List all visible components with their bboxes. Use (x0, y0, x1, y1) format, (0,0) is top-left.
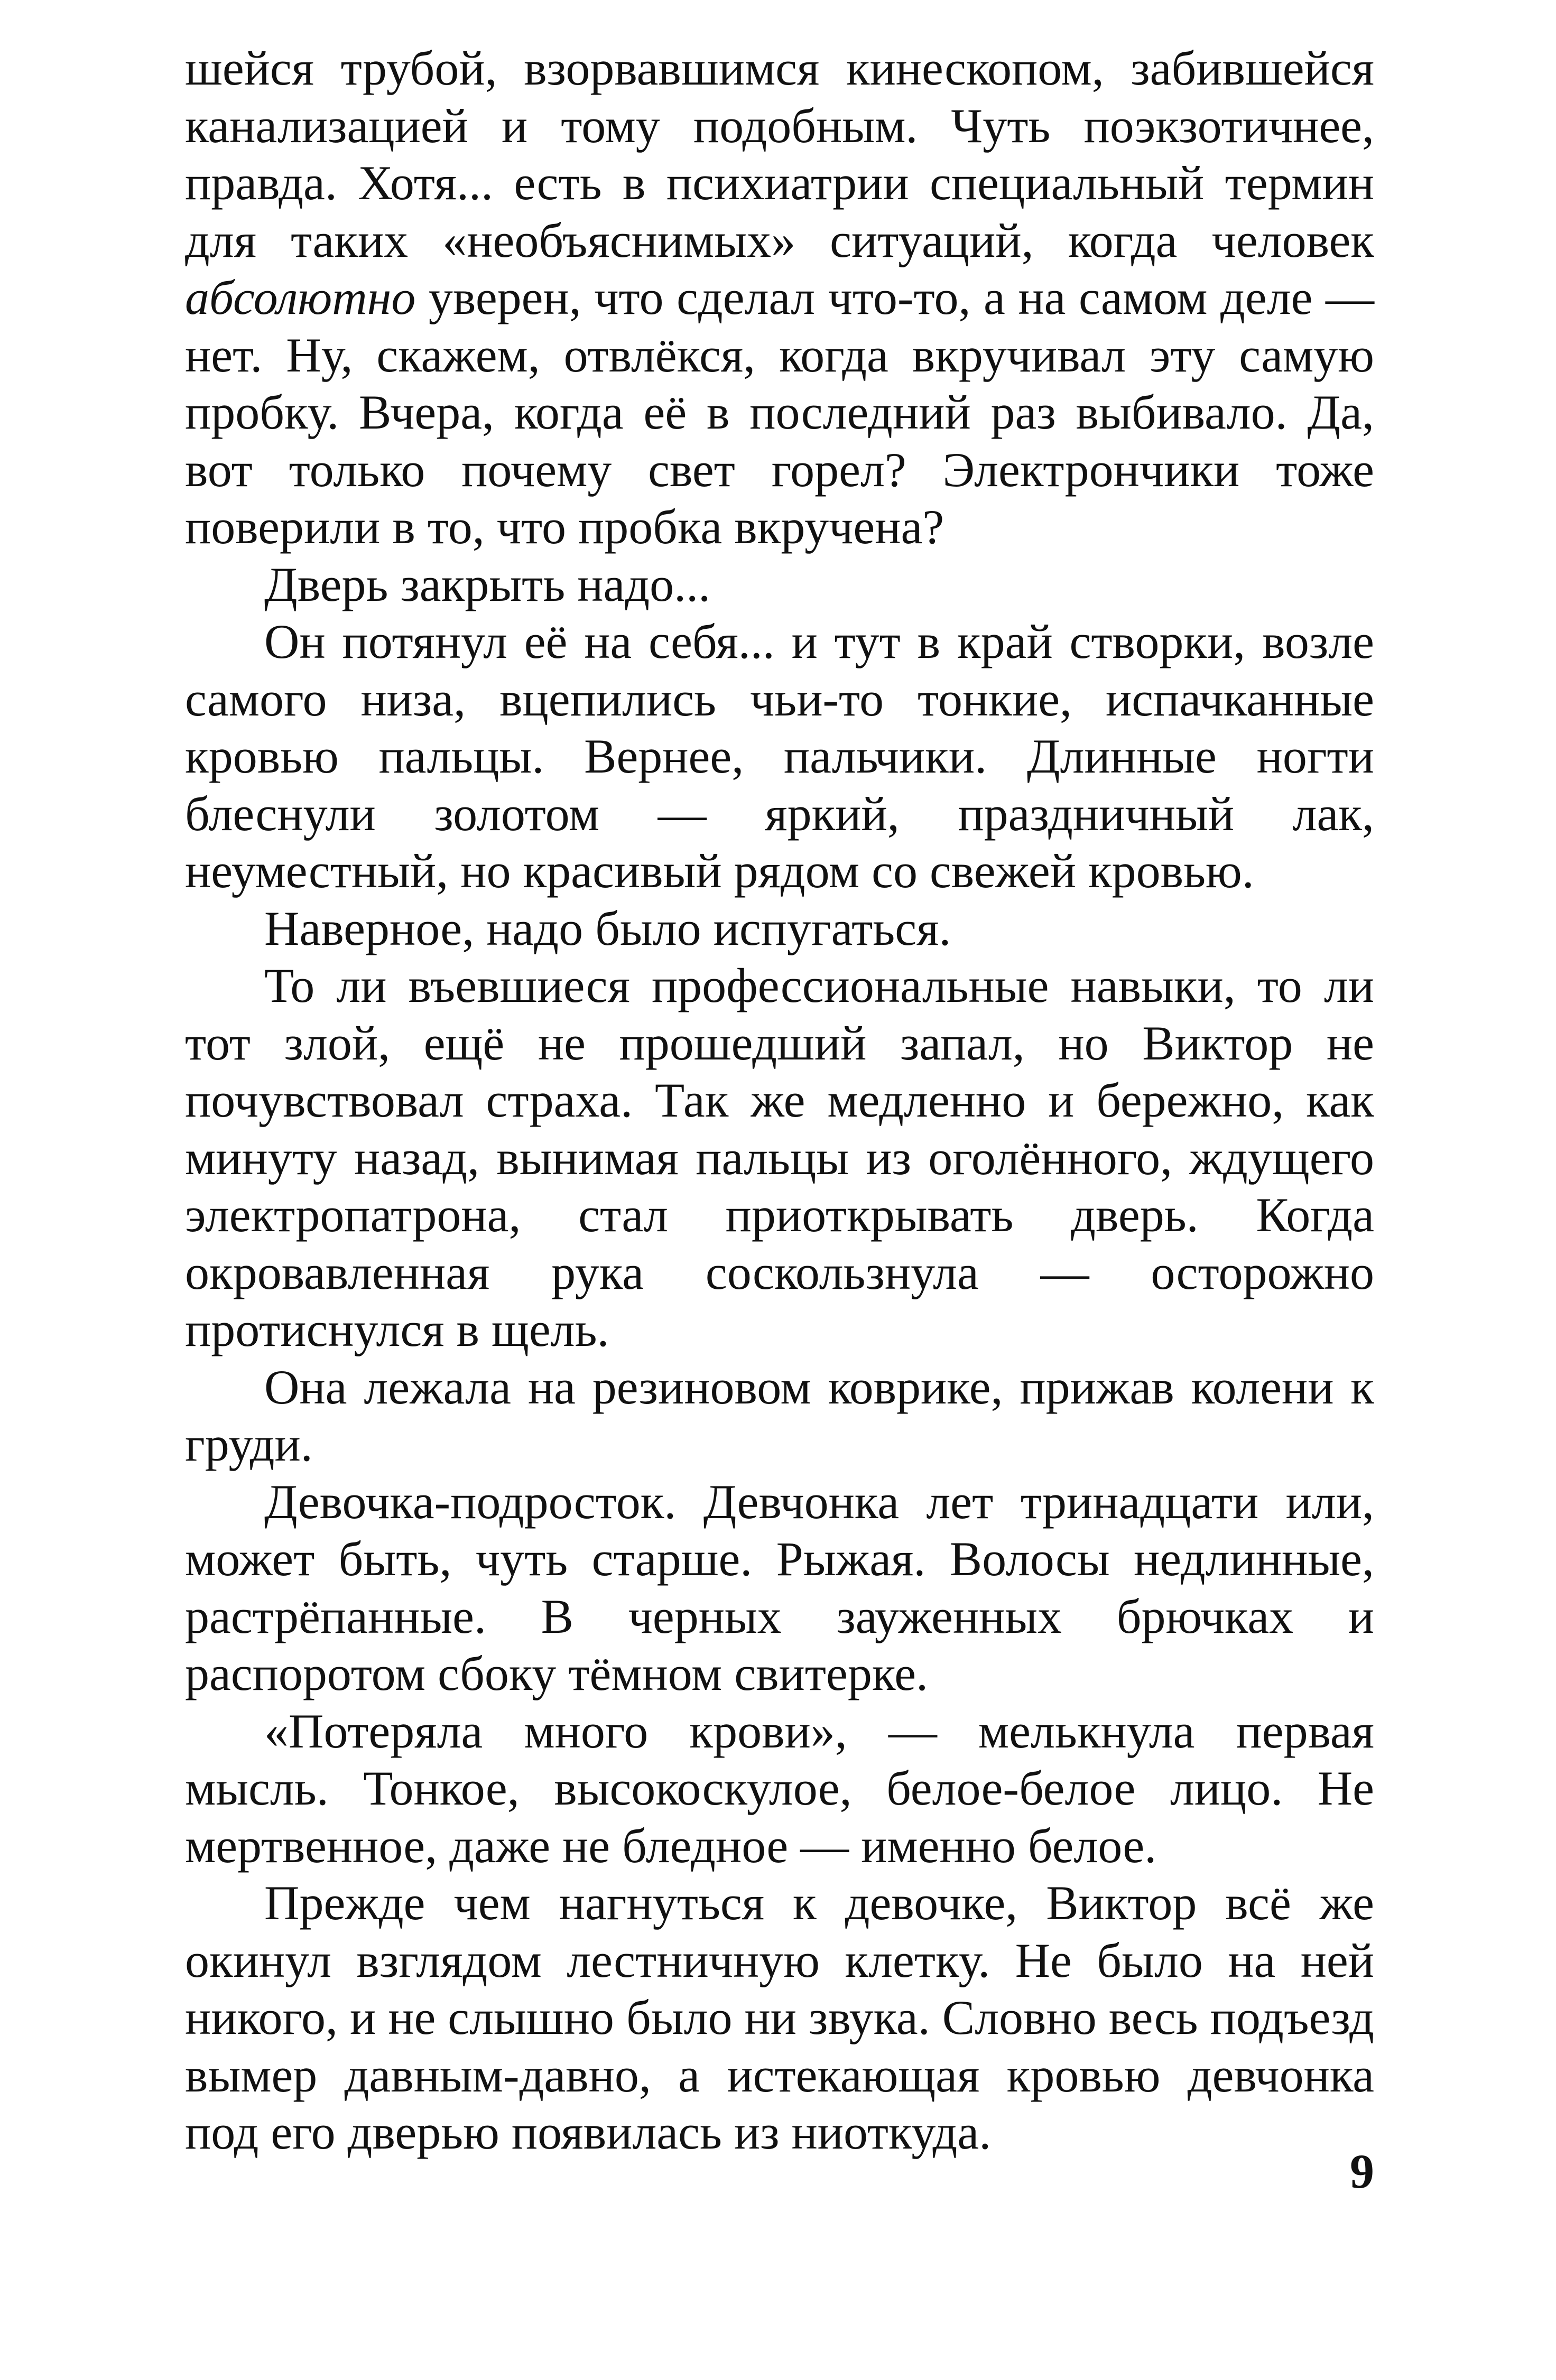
text-segment: Он потянул её на себя... и тут в край створки, возле самого низа, вцепились чьи-то тонкие, испачканные кровью пальцы. Вернее, пальчики. Длинные ногти блеснули золотом — яркий, праздничный лак, неуместный, но красивый рядом со свежей кровью. (185, 615, 1374, 898)
text-segment: Дверь закрыть надо... (264, 557, 711, 611)
paragraph (185, 40, 1374, 556)
paragraph (185, 1703, 1374, 1875)
page-number: 9 (1350, 2144, 1374, 2198)
paragraph (185, 1359, 1374, 1473)
body-text (185, 40, 1374, 2161)
paragraph (185, 1473, 1374, 1703)
paragraph (185, 1874, 1374, 2161)
text-segment: уверен, что сделал что-то, а на самом деле — нет. Ну, скажем, отвлёкся, когда вкручивал эту самую пробку. Вчера, когда её в последний раз выбивало. Да, вот только почему свет горел? Электрончики тоже поверили в то, что пробка вкручена? (185, 271, 1374, 554)
text-segment: Наверное, надо было испугаться. (264, 901, 951, 955)
text-segment: Прежде чем нагнуться к девочке, Виктор всё же окинул взглядом лестничную клетку. Не было на ней никого, и не слышно было ни звука. Словно весь подъезд вымер давным-давно, а истекающая кровью девчонка под его дверью появилась из ниоткуда. (185, 1876, 1374, 2159)
text-segment: То ли въевшиеся профессиональные навыки, то ли тот злой, ещё не прошедший запал, но Виктор не почувствовал страха. Так же медленно и бережно, как минуту назад, вынимая пальцы из оголённого, ждущего электропатрона, стал приоткрывать дверь. Когда окровавленная рука соскользнула — осторожно протиснулся в щель. (185, 959, 1374, 1356)
text-segment: «Потеряла много крови», — мелькнула первая мысль. Тонкое, высокоскулое, белое-белое лицо. Не мертвенное, даже не бледное — именно белое. (185, 1704, 1374, 1873)
paragraph (185, 556, 1374, 613)
text-segment: шейся трубой, взорвавшимся кинескопом, забившейся канализацией и тому подобным. Чуть поэкзотичнее, правда. Хотя... есть в психиатрии специальный термин для таких «необъяснимых» ситуаций, когда человек (185, 41, 1374, 267)
paragraph (185, 613, 1374, 900)
paragraph (185, 900, 1374, 957)
italic-text-segment: абсолютно (185, 271, 416, 324)
paragraph (185, 957, 1374, 1359)
text-segment: Она лежала на резиновом коврике, прижав колени к груди. (185, 1360, 1374, 1471)
text-segment: Девочка-подросток. Девчонка лет тринадцати или, может быть, чуть старше. Рыжая. Волосы недлинные, растрёпанные. В черных зауженных брючках и распоротом сбоку тёмном свитерке. (185, 1474, 1374, 1700)
